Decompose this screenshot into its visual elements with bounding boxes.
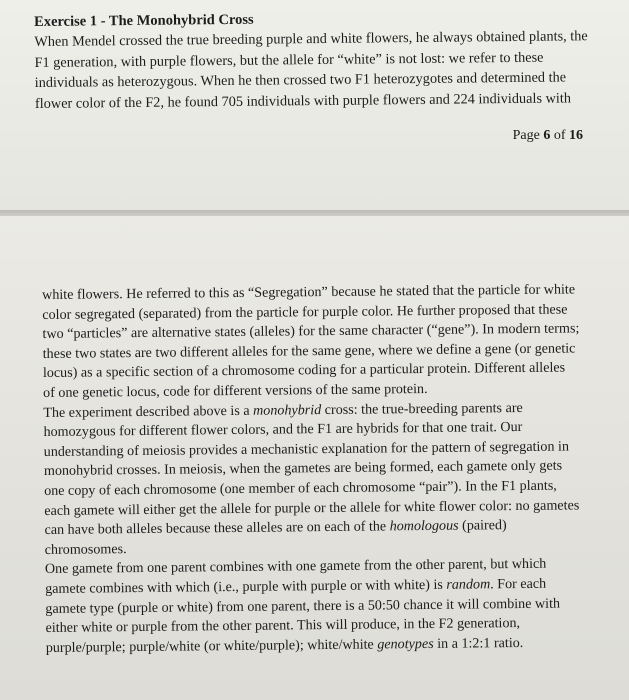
text-run: One gamete from one parent combines with one gamete from the other parent, but which gamete combines with which (i.e., purple with purple or with white) is (44, 556, 547, 597)
text-run: . For each gamete type (purple or white) from one parent, there is a 50:50 chance it will combine with either white or purple from the other parent. This will produce, in the F2 generation, purple/purple; purple/white (or white/purple); white/white (45, 575, 561, 656)
emphasis-homologous: homologous (389, 517, 459, 535)
page-current: 6 (543, 128, 551, 143)
top-text-block (34, 6, 590, 114)
bottom-shadow (0, 682, 629, 700)
page-top-section (0, 0, 629, 210)
page-label: Page (512, 128, 540, 143)
emphasis-genotypes: genotypes (377, 635, 434, 653)
exercise-title: Exercise 1 - The Monohybrid Cross (34, 11, 254, 30)
gamete-paragraph (45, 555, 583, 659)
page-of: of (553, 128, 566, 143)
text-run: cross: the true-breeding parents are homozygous for different flower colors, and the F1 are hybrids for that one trait. Our understanding of meiosis provides a mechanistic explanation for the pattern of segregation in monohybrid crosses. In meiosis, when the gametes are being formed, each gamete only gets one copy of each chromosome (one member of each chromosome “pair”). In the F1 plants, each gamete will either get the allele for purple or the allele for white flower color: no gametes can have both alleles because these alleles are on each of the (43, 399, 580, 539)
text-run: in a 1:2:1 ratio. (433, 634, 524, 652)
text-run: (paired) chromosomes. (44, 517, 507, 558)
page-total: 16 (569, 128, 583, 143)
monohybrid-paragraph (43, 398, 582, 560)
bottom-text-block (42, 280, 583, 658)
emphasis-random: random (446, 576, 491, 593)
intro-paragraph: When Mendel crossed the true breeding purple and white flowers, he always obtained plants, the F1 generation, with purple flowers, but the allele for “white” is not lost: we refer to these individuals as heterozygous. When he then crossed two F1 heterozygotes and determined the flower color of the F2, he found 705 individuals with purple flowers and 224 individuals with (34, 28, 588, 112)
page-bottom-section (0, 216, 629, 700)
page-number (34, 128, 589, 144)
text-run: The experiment described above is a (43, 402, 254, 421)
emphasis-monohybrid: monohybrid (252, 401, 322, 419)
segregation-paragraph: white flowers. He referred to this as “Segregation” because he stated that the particle for white color segregated (separated) from the particle for purple color. He further proposed that these two “particles” are alternative states (alleles) for the same character (“gene”). In modern terms; these two states are two different alleles for the same gene, where we define a gene (or genetic locus) as a specific section of a chromosome coding for a particular protein. Different alleles of one genetic locus, code for different versions of the same protein. (42, 281, 580, 401)
